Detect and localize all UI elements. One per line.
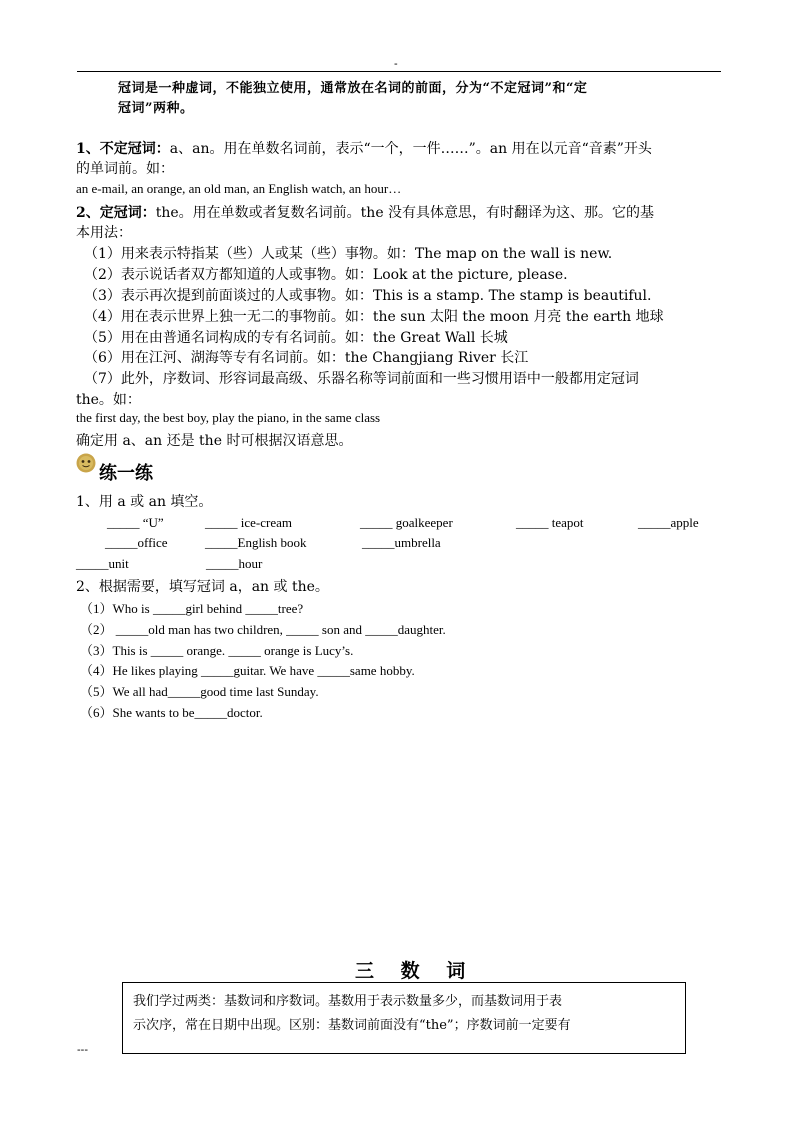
indefinite-article-desc: a、an。用在单数名词前，表示“一个，一件……”。an 用在以元音“音素”开头 <box>169 141 652 157</box>
usage-item: （2）表示说话者双方都知道的人或事物。如：Look at the picture, please. <box>84 267 568 283</box>
indefinite-examples: an e-mail, an orange, an old man, an English watch, an hour… <box>76 181 402 196</box>
intro-line-2: 冠词”两种。 <box>118 101 194 116</box>
fill-blank-item[interactable]: _____ goalkeeper <box>360 515 453 530</box>
fill-blank-item[interactable]: _____office <box>105 535 168 550</box>
fill-blank-sentence[interactable]: （5）We all had_____good time last Sunday. <box>80 684 319 699</box>
fill-blank-item[interactable]: _____ ice-cream <box>205 515 292 530</box>
fill-blank-item[interactable]: _____unit <box>76 556 129 571</box>
fill-blank-item[interactable]: _____English book <box>205 535 307 550</box>
header-rule <box>77 71 721 72</box>
practice-title: 练一练 <box>99 463 153 484</box>
question-2-title: 2、根据需要，填写冠词 a，an 或 the。 <box>76 579 329 595</box>
usage-item-continued: the。如： <box>76 392 141 408</box>
definite-article-line-2: 本用法： <box>76 225 132 241</box>
numerals-section-title: 三 数 词 <box>355 960 476 982</box>
fill-blank-item[interactable]: _____ teapot <box>516 515 584 530</box>
indefinite-article-title: 1、不定冠词： <box>76 141 170 157</box>
header-mark: - <box>394 58 398 70</box>
definite-article-desc: the。用在单数或者复数名词前。the 没有具体意思，有时翻译为这、那。它的基 <box>155 205 655 221</box>
numerals-box-line-1: 我们学过两类：基数词和序数词。基数用于表示数量多少，而基数词用于表 <box>133 994 563 1009</box>
footer-mark: --- <box>77 1044 88 1056</box>
definite-note: 确定用 a、an 还是 the 时可根据汉语意思。 <box>76 433 353 449</box>
definite-article-line-1 <box>76 202 654 222</box>
fill-blank-item[interactable]: _____apple <box>638 515 699 530</box>
definite-examples: the first day, the best boy, play the piano, in the same class <box>76 410 381 425</box>
intro-line-1: 冠词是一种虚词，不能独立使用，通常放在名词的前面，分为“不定冠词”和“定 <box>118 81 588 96</box>
usage-item: （3）表示再次提到前面谈过的人或事物。如：This is a stamp. The stamp is beautiful. <box>84 288 652 304</box>
fill-blank-sentence[interactable]: （3）This is _____ orange. _____ orange is Lucy’s. <box>80 643 354 658</box>
indefinite-article-line-2: 的单词前。如： <box>76 161 174 177</box>
fill-blank-item[interactable]: _____umbrella <box>362 535 441 550</box>
fill-blank-item[interactable]: _____ “U” <box>107 515 164 530</box>
question-1-title: 1、用 a 或 an 填空。 <box>76 494 213 510</box>
usage-item: （6）用在江河、湖海等专有名词前。如：the Changjiang River 长江 <box>84 350 529 366</box>
fill-blank-item[interactable]: _____hour <box>206 556 263 571</box>
fill-blank-sentence[interactable]: （2） _____old man has two children, _____ son and _____daughter. <box>80 622 446 637</box>
fill-blank-sentence[interactable]: （4）He likes playing _____guitar. We have _____same hobby. <box>80 663 415 678</box>
fill-blank-sentence[interactable]: （1）Who is _____girl behind _____tree? <box>80 601 304 616</box>
usage-item: （5）用在由普通名词构成的专有名词前。如：the Great Wall 长城 <box>84 330 508 346</box>
smiley-face-icon <box>76 453 96 473</box>
usage-item: （7）此外，序数词、形容词最高级、乐器名称等词前面和一些习惯用语中一般都用定冠词 <box>84 371 639 387</box>
fill-blank-sentence[interactable]: （6）She wants to be_____doctor. <box>80 705 263 720</box>
usage-item: （1）用来表示特指某（些）人或某（些）事物。如：The map on the wall is new. <box>84 246 613 262</box>
indefinite-article-line-1 <box>76 138 652 158</box>
numerals-box-line-2: 示次序，常在日期中出现。区别：基数词前面没有“the”；序数词前一定要有 <box>133 1018 571 1033</box>
usage-item: （4）用在表示世界上独一无二的事物前。如：the sun 太阳 the moon 月亮 the earth 地球 <box>84 309 664 325</box>
numerals-intro-box <box>122 982 686 1054</box>
definite-article-title: 2、定冠词： <box>76 205 156 221</box>
